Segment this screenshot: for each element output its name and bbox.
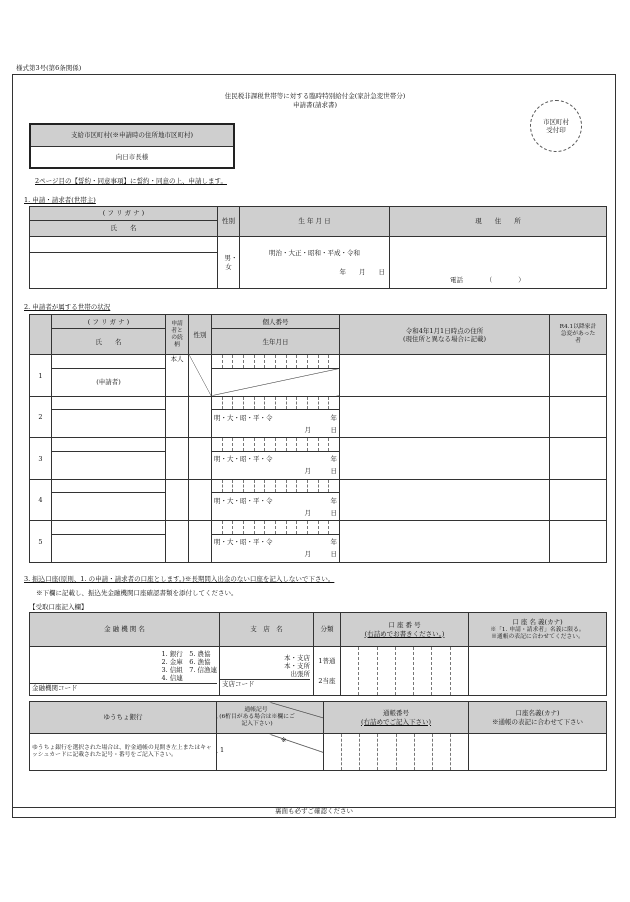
day-label: 日 bbox=[330, 425, 337, 434]
branch-header bbox=[220, 613, 314, 647]
relation-header-text: 申請者との続柄 bbox=[171, 320, 183, 348]
yucho-holder-header-text: 口座名義(カナ) bbox=[515, 709, 560, 718]
changed-field[interactable] bbox=[550, 521, 607, 563]
row-num-text: 1 bbox=[38, 371, 43, 380]
hh-furigana-field[interactable] bbox=[52, 355, 166, 368]
hh-furigana-field[interactable] bbox=[52, 438, 166, 451]
hh-birth-header bbox=[212, 329, 340, 355]
address-header bbox=[390, 207, 607, 237]
yucho-num-header bbox=[324, 702, 469, 734]
day-label: 日 bbox=[330, 467, 337, 476]
payer-header-text: 支給市区町村(※申請時の住所地市区町村) bbox=[70, 131, 194, 140]
address-field[interactable] bbox=[390, 237, 607, 289]
stamp-line1: 市区町村 bbox=[543, 118, 569, 126]
bank-type-1: 1. 銀行 5. 農協 bbox=[161, 649, 211, 658]
bank-type-2: 2. 金庫 6. 漁協 bbox=[161, 657, 211, 666]
address-header-text: 現 住 所 bbox=[475, 217, 521, 226]
hh-name-field[interactable] bbox=[52, 410, 166, 438]
era-short: 明・大・昭・平・令 bbox=[214, 496, 273, 505]
yucho-code-header-2: (6桁目がある場合は※欄にご記入下さい) bbox=[219, 714, 295, 727]
hh-address-field[interactable] bbox=[340, 396, 550, 437]
era-short: 明・大・昭・平・令 bbox=[214, 455, 273, 464]
hh-name-field[interactable] bbox=[52, 493, 166, 521]
gender-header-text: 性別 bbox=[222, 217, 235, 226]
yucho-holder-field[interactable] bbox=[469, 734, 607, 771]
section3-title-text: 3. 振込口座(原則、1. の申請・請求者の口座とします。)※長期間入出金のない口座を記入しないで下さい。 bbox=[24, 575, 335, 583]
yucho-num-field[interactable] bbox=[324, 734, 469, 771]
hh-address-field[interactable] bbox=[340, 438, 550, 479]
bank-name-header-text: 金 融 機 関 名 bbox=[104, 625, 145, 634]
yucho-num-header-text: 通帳番号 bbox=[383, 709, 409, 718]
month-label: 月 bbox=[304, 508, 311, 517]
phone-label: 電話 （ ） bbox=[450, 275, 525, 284]
payer-value-text: 向日市長様 bbox=[115, 152, 149, 161]
branch-field[interactable] bbox=[220, 647, 314, 696]
row-num-text: 3 bbox=[38, 454, 43, 463]
section3-note: ※下欄に記載し、振込先金融機関口座確認書類を添付してください。 bbox=[36, 589, 238, 597]
receiving-label: 【受取口座記入欄】 bbox=[29, 603, 88, 611]
changed-field[interactable] bbox=[550, 355, 607, 396]
acct-holder-header bbox=[469, 613, 607, 647]
hh-birth-field[interactable] bbox=[212, 410, 340, 438]
day-label: 日 bbox=[330, 508, 337, 517]
branch-type-2: 本・支所 bbox=[284, 661, 310, 670]
yucho-holder-header-sub: ※通帳の表記に合わせて下さい bbox=[492, 717, 583, 726]
yucho-table bbox=[29, 701, 607, 771]
bank-code-label: 金融機関コード bbox=[30, 683, 217, 692]
hh-name-field[interactable] bbox=[52, 368, 166, 396]
yucho-code-field[interactable] bbox=[217, 734, 324, 771]
row-num bbox=[30, 396, 52, 437]
row-num bbox=[30, 355, 52, 396]
household-table bbox=[29, 314, 607, 563]
hh-birth-field[interactable] bbox=[212, 493, 340, 521]
month-label: 月 bbox=[304, 550, 311, 559]
year-label: 年 bbox=[330, 538, 337, 547]
yucho-mark: ※ bbox=[281, 736, 287, 744]
era-short: 明・大・昭・平・令 bbox=[214, 538, 273, 547]
applicant-table bbox=[29, 206, 607, 289]
acct-holder-sub1: ※「1. 申請・請求者」名義に限る。 bbox=[490, 626, 585, 633]
acct-num-header-text: 口 座 番 号 bbox=[388, 621, 421, 630]
yucho-header-text: ゆうちょ銀行 bbox=[103, 713, 143, 722]
date-units: 年 月 日 bbox=[339, 267, 385, 276]
yucho-desc-text: ゆうちょ銀行を選択された場合は、貯金通帳の見開き左上またはキャッシュカードに記載された記号・番号をご記入下さい。 bbox=[32, 745, 212, 758]
hh-name-header-text: 氏 名 bbox=[95, 337, 122, 346]
branch-type-3: 出張所 bbox=[290, 670, 310, 678]
name-header-text: 氏 名 bbox=[110, 224, 137, 233]
relation-field[interactable] bbox=[166, 438, 189, 479]
era-short: 明・大・昭・平・令 bbox=[214, 413, 273, 422]
furigana-field[interactable] bbox=[30, 237, 218, 253]
class-header-text: 分類 bbox=[320, 625, 334, 634]
branch-type-1: 本・支店 bbox=[284, 653, 310, 662]
hh-address-header-1: 令和4年1月1日時点の住所 bbox=[405, 326, 484, 335]
hh-gender-field[interactable] bbox=[189, 479, 212, 520]
hh-gender-field[interactable] bbox=[189, 521, 212, 563]
mynumber-header bbox=[212, 315, 340, 329]
year-label: 年 bbox=[330, 413, 337, 422]
acct-holder-header-text: 口 座 名 義(カナ) bbox=[512, 618, 563, 627]
mynumber-field[interactable] bbox=[212, 479, 340, 492]
class-type-2: 2当座 bbox=[318, 677, 336, 685]
yucho-code-header bbox=[217, 702, 324, 734]
row-num bbox=[30, 479, 52, 520]
hh-furigana-field[interactable] bbox=[52, 479, 166, 492]
hh-birth-field[interactable] bbox=[212, 534, 340, 562]
hh-birth-field bbox=[212, 368, 340, 396]
mynumber-header-text: 個人番号 bbox=[262, 317, 289, 326]
hh-birth-header-text: 生年月日 bbox=[262, 337, 289, 346]
mynumber-field[interactable] bbox=[212, 355, 340, 368]
changed-field[interactable] bbox=[550, 438, 607, 479]
intro-text: 2ページ目の【誓約・同意事項】に誓約・同意の上、申請します。 bbox=[35, 177, 227, 185]
hh-address-field[interactable] bbox=[340, 479, 550, 520]
payer-table bbox=[29, 123, 235, 169]
hh-birth-field[interactable] bbox=[212, 451, 340, 479]
relation-field[interactable] bbox=[166, 521, 189, 563]
era-options: 明治・大正・昭和・平成・令和 bbox=[269, 249, 360, 258]
changed-header-text: R4.1以降家計急変があった者 bbox=[559, 324, 597, 345]
gender-field[interactable] bbox=[218, 237, 240, 289]
bank-name-header bbox=[30, 613, 220, 647]
relation-field[interactable] bbox=[166, 479, 189, 520]
section2-title: 2. 申請者が属する世帯の状況 bbox=[24, 303, 111, 311]
form-subtitle: 申請書(請求書) bbox=[292, 101, 338, 109]
relation-field[interactable] bbox=[166, 396, 189, 437]
row-num bbox=[30, 438, 52, 479]
hh-name-field[interactable] bbox=[52, 451, 166, 479]
changed-field[interactable] bbox=[550, 396, 607, 437]
row-num bbox=[30, 521, 52, 563]
acct-num-field[interactable] bbox=[341, 647, 469, 696]
changed-field[interactable] bbox=[550, 479, 607, 520]
gender-header bbox=[218, 207, 240, 237]
branch-code-label: 支店コード bbox=[220, 679, 310, 688]
day-label: 日 bbox=[330, 550, 337, 559]
relation-header bbox=[166, 315, 189, 355]
class-field[interactable] bbox=[314, 647, 341, 696]
yucho-header bbox=[30, 702, 217, 734]
mynumber-field[interactable] bbox=[212, 438, 340, 451]
hh-address-field[interactable] bbox=[340, 355, 550, 396]
hh-address-header-2: (現住所と異なる場合に記載) bbox=[402, 334, 487, 343]
name-header bbox=[30, 221, 218, 237]
row-num-text: 5 bbox=[38, 537, 43, 546]
month-label: 月 bbox=[304, 425, 311, 434]
relation-value: 本人 bbox=[170, 355, 184, 364]
hh-gender-header-text: 性別 bbox=[193, 330, 207, 339]
form-number: 様式第3号(第6条関係) bbox=[16, 64, 82, 72]
class-type-1: 1普通 bbox=[318, 656, 336, 665]
birth-field[interactable] bbox=[240, 237, 390, 289]
yucho-holder-header bbox=[469, 702, 607, 734]
hh-name-header bbox=[52, 329, 166, 355]
furigana-header-text: ( フ リ ガ ナ ) bbox=[102, 209, 145, 218]
hh-address-header bbox=[340, 315, 550, 355]
yucho-desc bbox=[30, 734, 217, 771]
branch-header-text: 支 店 名 bbox=[250, 625, 283, 634]
bank-table bbox=[29, 612, 607, 696]
payer-value[interactable] bbox=[30, 146, 234, 168]
hh-furigana-field[interactable] bbox=[52, 521, 166, 534]
row1-name-label: (申請者) bbox=[96, 378, 121, 387]
gender-options: 男・女 bbox=[224, 254, 238, 271]
birth-header bbox=[240, 207, 390, 237]
hh-gender-header bbox=[189, 315, 212, 355]
hh-name-field[interactable] bbox=[52, 534, 166, 562]
num-header bbox=[30, 315, 52, 355]
form-title: 住民税非課税世帯等に対する臨時特別給付金(家計急変世帯分) bbox=[224, 92, 406, 100]
footer-text: 裏面も必ずご確認ください bbox=[275, 807, 353, 815]
month-label: 月 bbox=[304, 467, 311, 476]
row-num-text: 4 bbox=[38, 496, 43, 505]
year-label: 年 bbox=[330, 496, 337, 505]
bank-name-field[interactable] bbox=[30, 647, 220, 696]
hh-address-field[interactable] bbox=[340, 521, 550, 563]
birth-header-text: 生 年 月 日 bbox=[298, 217, 331, 226]
furigana-header bbox=[30, 207, 218, 221]
hh-furigana-field[interactable] bbox=[52, 396, 166, 409]
yucho-code-header-1: 通帳記号 bbox=[244, 707, 268, 714]
hh-furigana-header bbox=[52, 315, 166, 329]
acct-num-header bbox=[341, 613, 469, 647]
section1-title: 1. 申請・請求者(世帯主) bbox=[24, 196, 96, 204]
footer-box bbox=[12, 808, 616, 818]
section3-title bbox=[24, 575, 334, 583]
hh-gender-field bbox=[189, 355, 212, 396]
hh-gender-field[interactable] bbox=[189, 438, 212, 479]
row-num-text: 2 bbox=[38, 413, 43, 422]
acct-holder-field[interactable] bbox=[469, 647, 607, 696]
mynumber-field[interactable] bbox=[212, 521, 340, 534]
class-header bbox=[314, 613, 341, 647]
hh-gender-field[interactable] bbox=[189, 396, 212, 437]
payer-header bbox=[30, 124, 234, 146]
relation-field bbox=[166, 355, 189, 396]
hh-furigana-header-text: ( フ リ ガ ナ ) bbox=[87, 317, 130, 326]
year-label: 年 bbox=[330, 455, 337, 464]
yucho-num-header-sub: (右詰めでご記入下さい) bbox=[360, 717, 432, 726]
reception-stamp bbox=[530, 100, 582, 152]
bank-type-4: 4. 信連 bbox=[161, 674, 183, 683]
changed-header bbox=[550, 315, 607, 355]
bank-type-3: 3. 信組 7. 信漁連 bbox=[161, 665, 217, 674]
name-field[interactable] bbox=[30, 253, 218, 289]
yucho-one: 1 bbox=[220, 746, 225, 754]
acct-holder-sub2: ※通帳の表記に合わせてください。 bbox=[491, 633, 584, 640]
stamp-line2: 受付印 bbox=[546, 126, 566, 135]
acct-num-header-sub: (右詰めでお書きください。) bbox=[364, 629, 445, 638]
mynumber-field[interactable] bbox=[212, 396, 340, 409]
